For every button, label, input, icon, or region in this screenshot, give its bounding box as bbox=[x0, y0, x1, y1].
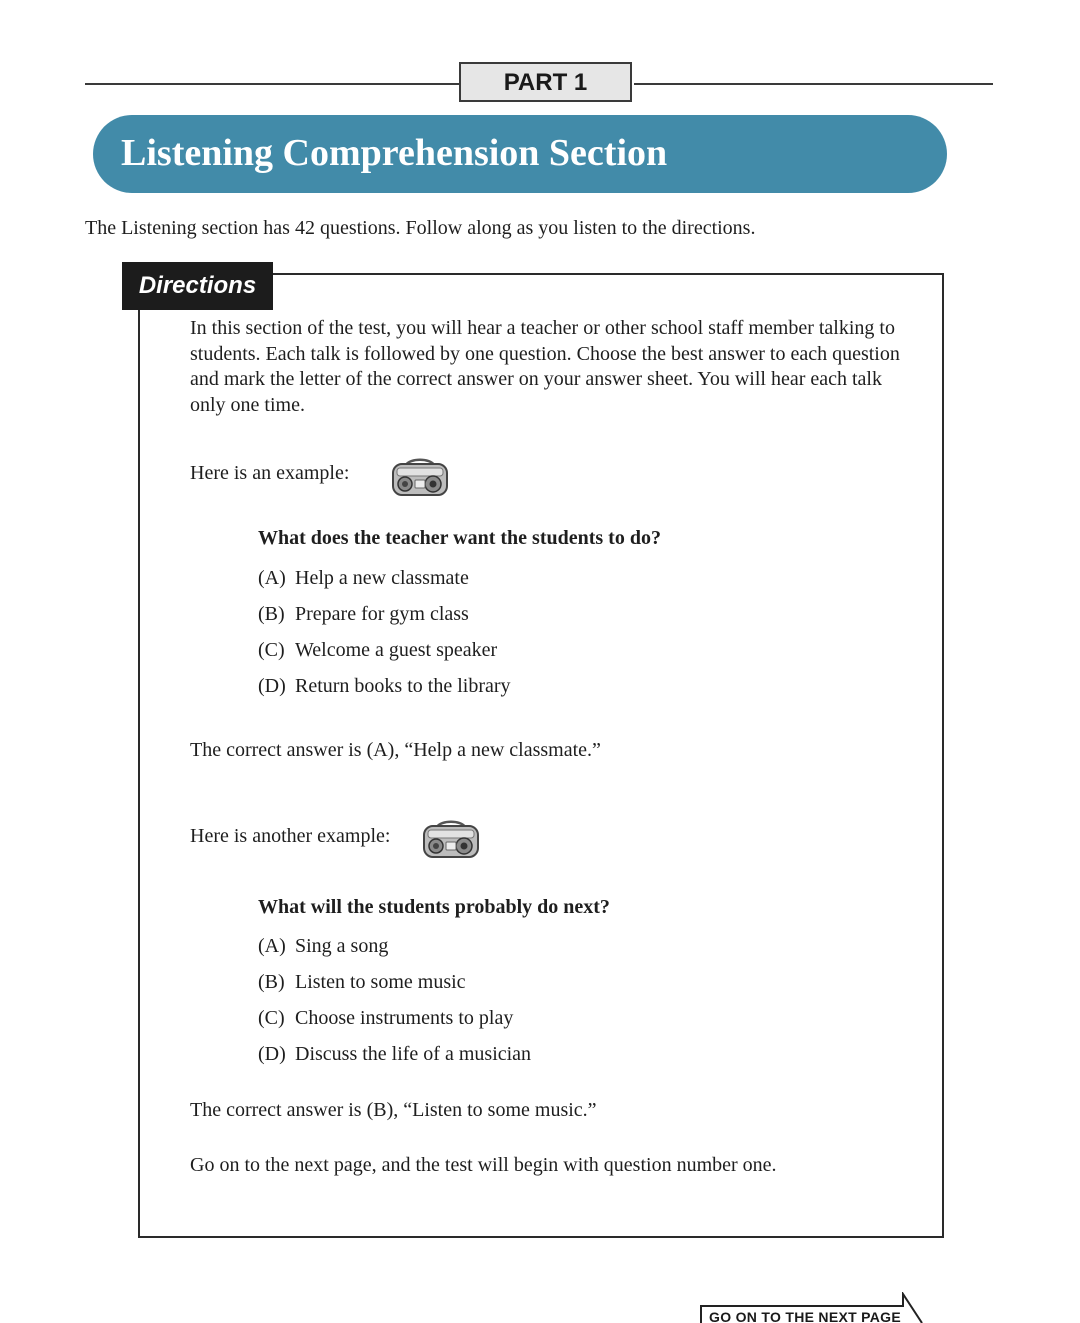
option-text: Sing a song bbox=[295, 935, 389, 957]
example-2-option-a bbox=[258, 935, 388, 958]
part-label: PART 1 bbox=[459, 62, 632, 102]
header-rule-right bbox=[634, 83, 993, 85]
example-2-option-b bbox=[258, 971, 466, 994]
option-letter: (D) bbox=[258, 675, 286, 697]
option-letter: (A) bbox=[258, 567, 286, 589]
option-letter: (C) bbox=[258, 639, 285, 661]
directions-heading: Directions bbox=[122, 262, 273, 310]
example-2-prompt: Here is another example: bbox=[190, 825, 391, 847]
intro-text: The Listening section has 42 questions. Follow along as you listen to the directions. bbox=[85, 217, 756, 239]
next-page-indicator bbox=[700, 1292, 930, 1323]
example-1-option-a bbox=[258, 567, 469, 590]
directions-paragraph: In this section of the test, you will hear a teacher or other school staff member talking to students. Each talk is followed by one question. Choose the best answer to each question and mark the letter of the correct answer on your answer sheet. You will hear each talk only one time. bbox=[190, 317, 900, 416]
example-2-answer: The correct answer is (B), “Listen to some music.” bbox=[190, 1099, 597, 1121]
closing-text: Go on to the next page, and the test will begin with question number one. bbox=[190, 1154, 777, 1176]
option-letter: (A) bbox=[258, 935, 286, 957]
radio-icon bbox=[390, 456, 450, 498]
example-1-option-c bbox=[258, 639, 497, 662]
option-letter: (B) bbox=[258, 971, 285, 993]
next-page-label: GO ON TO THE NEXT PAGE bbox=[709, 1309, 901, 1323]
option-letter: (D) bbox=[258, 1043, 286, 1065]
example-1-question: What does the teacher want the students to do? bbox=[258, 527, 661, 549]
option-text: Welcome a guest speaker bbox=[295, 639, 498, 661]
option-text: Listen to some music bbox=[295, 971, 466, 993]
example-1-prompt: Here is an example: bbox=[190, 462, 350, 484]
example-2-option-d bbox=[258, 1043, 531, 1066]
example-1-answer: The correct answer is (A), “Help a new classmate.” bbox=[190, 739, 601, 761]
option-text: Help a new classmate bbox=[295, 567, 469, 589]
option-text: Choose instruments to play bbox=[295, 1007, 514, 1029]
section-title: Listening Comprehension Section bbox=[121, 132, 668, 174]
option-text: Discuss the life of a musician bbox=[295, 1043, 532, 1065]
option-text: Prepare for gym class bbox=[295, 603, 469, 625]
radio-icon bbox=[421, 818, 481, 860]
option-text: Return books to the library bbox=[295, 675, 511, 697]
example-2-question: What will the students probably do next? bbox=[258, 896, 610, 918]
option-letter: (B) bbox=[258, 603, 285, 625]
header-rule-left bbox=[85, 83, 459, 85]
option-letter: (C) bbox=[258, 1007, 285, 1029]
example-1-option-b bbox=[258, 603, 469, 626]
example-2-option-c bbox=[258, 1007, 513, 1030]
example-1-option-d bbox=[258, 675, 511, 698]
